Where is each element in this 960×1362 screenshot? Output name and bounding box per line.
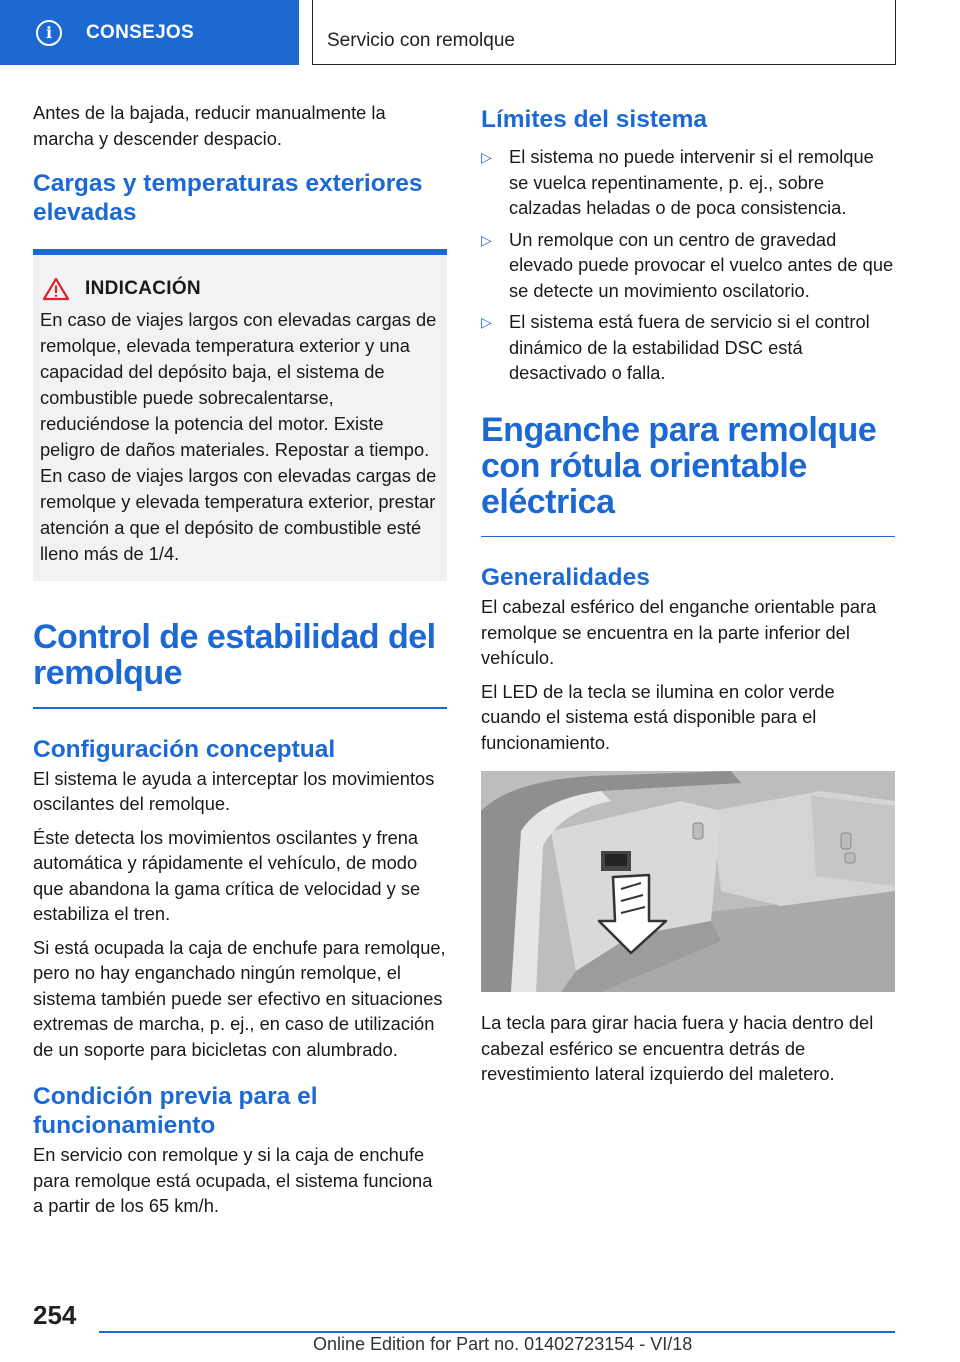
limits-list <box>481 144 895 386</box>
intro-paragraph: Antes de la bajada, reducir manualmente la marcha y descender despacio. <box>33 102 386 149</box>
list-item: ▷ El sistema no puede intervenir si el remolque se vuelca repentinamente, p. ej., sobre calzadas heladas o de poca consistencia. <box>481 146 874 218</box>
left-column <box>33 100 447 1227</box>
triangle-bullet-icon: ▷ <box>481 149 492 165</box>
chapter-title: Servicio con remolque <box>312 0 896 65</box>
section-tab <box>0 0 299 65</box>
generalidades-paragraph-2: El LED de la tecla se ilumina en color verde cuando el sistema está disponible para el funcionamiento. <box>481 680 835 753</box>
heading-control-estabilidad: Control de estabilidad del remolque <box>33 618 436 692</box>
config-paragraph-2: Éste detecta los movimientos oscilantes y frena automática y rápidamente el vehículo, de modo que abandona la gama crítica de velocidad y se estabiliza el tren. <box>33 826 421 924</box>
heading-cargas: Cargas y temperaturas exteriores elevadas <box>33 170 423 226</box>
notice-header <box>40 277 439 301</box>
caption-paragraph: La tecla para girar hacia fuera y hacia dentro del cabezal esférico se encuentra detrás de revestimiento lateral izquierdo del maletero. <box>481 1012 874 1084</box>
config-paragraph-3: Si está ocupada la caja de enchufe para remolque, pero no hay enganchado ningún remolque, el sistema también puede ser efectivo en situaciones extremas de marcha, p. ej., en caso de utilización de un soporte para bicicletas con alumbrado. <box>33 936 446 1060</box>
triangle-bullet-icon: ▷ <box>481 314 492 330</box>
heading-limites: Límites del sistema <box>481 106 708 133</box>
trunk-illustration <box>481 771 895 992</box>
condicion-paragraph: En servicio con remolque y si la caja de enchufe para remolque está ocupada, el sistema funciona a partir de los 65 km/h. <box>33 1144 433 1216</box>
heading-generalidades: Generalidades <box>481 564 650 591</box>
page-number: 254 <box>33 1300 77 1330</box>
notice-title: INDICACIÓN <box>85 278 201 299</box>
generalidades-paragraph-1: El cabezal esférico del enganche orientable para remolque se encuentra en la parte inferior del vehículo. <box>481 596 877 668</box>
info-icon: i <box>36 20 62 46</box>
heading-condicion: Condición previa para el funcionamiento <box>33 1083 318 1139</box>
notice-box <box>33 249 447 581</box>
section-rule <box>33 707 447 709</box>
list-item: ▷ Un remolque con un centro de gravedad elevado puede provocar el vuelco antes de que se detecte un movimiento oscilatorio. <box>481 228 894 301</box>
config-paragraph-1: El sistema le ayuda a interceptar los movimientos oscilantes del remolque. <box>33 767 435 814</box>
section-rule <box>481 536 895 538</box>
list-item: ▷ El sistema está fuera de servicio si el control dinámico de la estabilidad DSC está desactivado o falla. <box>481 311 870 383</box>
section-tab-label: CONSEJOS <box>86 21 194 43</box>
warning-icon <box>42 277 70 301</box>
notice-text: En caso de viajes largos con elevadas cargas de remolque, elevada temperatura exterior y una capacidad del depósito baja, el sistema de combustible puede sobrecalentarse, reduciéndose la potencia del motor. Existe peligro de daños materiales. Repostar a tiempo. En caso de viajes largos con elevadas cargas de remolque y elevada temperatura exterior, prestar atención a que el depósito de combustible esté lleno más de 1/4. <box>40 309 437 564</box>
footer-edition: Online Edition for Part no. 01402723154 - VI/18 <box>313 1334 693 1354</box>
heading-configuracion: Configuración conceptual <box>33 735 336 763</box>
heading-enganche: Enganche para remolque con rótula orientable eléctrica <box>481 410 877 521</box>
right-column <box>481 100 895 1095</box>
footer-rule <box>99 1331 895 1333</box>
triangle-bullet-icon: ▷ <box>481 231 492 248</box>
